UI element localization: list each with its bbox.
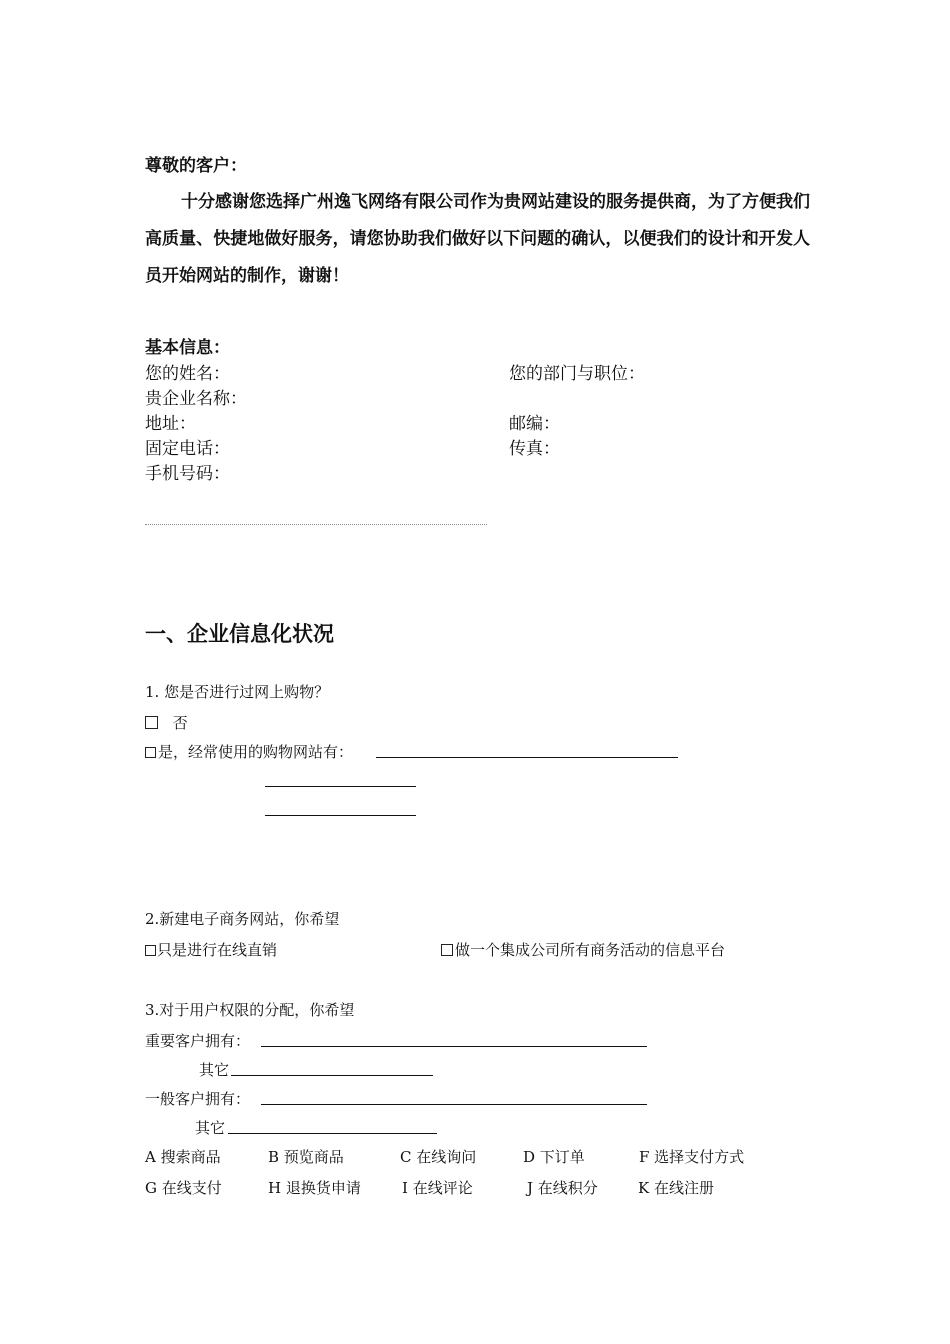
- other-line-2[interactable]: [228, 1133, 437, 1134]
- q1-option-yes[interactable]: [145, 741, 353, 762]
- other-label-1: 其它: [199, 1061, 230, 1079]
- section-title: 一、企业信息化状况: [145, 622, 334, 646]
- question-1: 1. 您是否进行过网上购物？: [145, 683, 330, 701]
- important-customer-label: 重要客户拥有：: [145, 1032, 251, 1050]
- q1-answer-line-1[interactable]: [376, 757, 678, 758]
- question-2: 2.新建电子商务网站，你希望: [145, 910, 340, 928]
- q1-option-no[interactable]: [145, 712, 188, 733]
- general-customer-label: 一般客户拥有：: [145, 1090, 251, 1108]
- company-label: 贵企业名称：: [145, 389, 247, 409]
- option-j: J 在线积分: [527, 1179, 598, 1197]
- phone-label: 固定电话：: [145, 439, 230, 459]
- option-d: D 下订单: [523, 1148, 585, 1166]
- general-customer-line[interactable]: [261, 1104, 647, 1105]
- address-label: 地址：: [145, 414, 196, 434]
- q2-option-b[interactable]: [441, 939, 725, 960]
- checkbox-icon[interactable]: [145, 747, 156, 758]
- checkbox-icon[interactable]: [145, 716, 158, 729]
- q1-answer-line-2[interactable]: [265, 786, 416, 787]
- other-line-1[interactable]: [231, 1075, 433, 1076]
- mobile-label: 手机号码：: [145, 464, 230, 484]
- option-f: F 选择支付方式: [639, 1148, 745, 1166]
- option-a: A 搜索商品: [145, 1148, 221, 1166]
- fax-label: 传真：: [509, 439, 560, 459]
- postcode-label: 邮编：: [509, 414, 560, 434]
- q1-answer-line-3[interactable]: [265, 815, 416, 816]
- intro-paragraph: 十分感谢您选择广州逸飞网络有限公司作为贵网站建设的服务提供商，为了方便我们高质量、快捷地做好服务，请您协助我们做好以下问题的确认，以便我们的设计和开发人员开始网站的制作，谢谢！: [145, 192, 810, 286]
- option-g: G 在线支付: [145, 1179, 222, 1197]
- checkbox-icon[interactable]: [441, 944, 453, 956]
- basic-info-title: 基本信息：: [145, 338, 230, 358]
- option-h: H 退换货申请: [268, 1179, 361, 1197]
- q1-option-no-label: 否: [172, 714, 188, 732]
- name-label: 您的姓名：: [145, 364, 230, 384]
- checkbox-icon[interactable]: [145, 945, 156, 956]
- option-b: B 预览商品: [268, 1148, 344, 1166]
- q2-option-b-label: 做一个集成公司所有商务活动的信息平台: [455, 941, 726, 959]
- option-c: C 在线询问: [400, 1148, 477, 1166]
- section-divider: [145, 524, 487, 525]
- option-k: K 在线注册: [638, 1179, 714, 1197]
- q2-option-a-label: 只是进行在线直销: [157, 941, 278, 959]
- q2-option-a[interactable]: [145, 939, 277, 960]
- q1-option-yes-label: 是，经常使用的购物网站有：: [158, 743, 354, 761]
- option-i: I 在线评论: [402, 1179, 473, 1197]
- important-customer-line[interactable]: [261, 1046, 647, 1047]
- dept-label: 您的部门与职位：: [509, 364, 645, 384]
- question-3: 3.对于用户权限的分配，你希望: [145, 1001, 355, 1019]
- other-label-2: 其它: [195, 1119, 226, 1137]
- greeting: 尊敬的客户：: [145, 156, 247, 176]
